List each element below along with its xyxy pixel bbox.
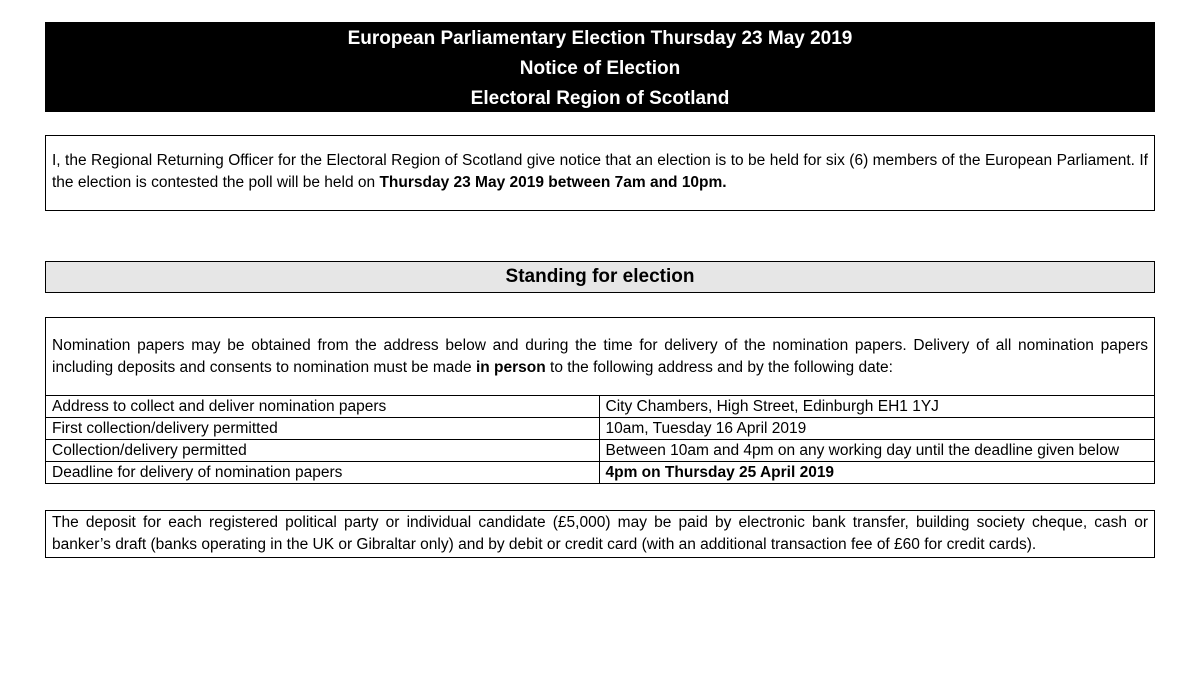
nomination-section [45,317,1155,484]
poll-date-text: Thursday 23 May 2019 between 7am and 10pm. [379,174,727,191]
row-value: 4pm on Thursday 25 April 2019 [599,462,1154,484]
table-row [46,440,1154,462]
region-title: Electoral Region of Scotland [470,88,730,109]
nomination-text-before: Nomination papers may be obtained from the address below and during the time for delivery of the nomination papers. Delivery of all nomination papers including deposits and consents to nomination must be made [52,337,1148,376]
table-row [46,418,1154,440]
row-label: Collection/delivery permitted [46,440,599,462]
nomination-text-bold: in person [475,359,546,376]
row-label: Deadline for delivery of nomination papers [46,462,599,484]
table-row [46,396,1154,418]
nomination-paragraph [46,318,1154,395]
notice-subtitle: Notice of Election [519,58,681,79]
deposit-paragraph: The deposit for each registered political party or individual candidate (£5,000) may be paid by electronic bank transfer, building society cheque, cash or banker’s draft (banks operating in the UK or Gibraltar only) and by debit or credit card (with an additional transaction fee of £60 for credit cards). [45,510,1155,558]
row-value: City Chambers, High Street, Edinburgh EH1 1YJ [599,396,1154,418]
row-value: Between 10am and 4pm on any working day until the deadline given below [599,440,1154,462]
table-row [46,462,1154,484]
nomination-details-table [46,395,1154,484]
notice-text: I, the Regional Returning Officer for the Electoral Region of Scotland give notice that an election is to be held for six (6) members of the European Parliament. If the election is contested the poll will be held on [52,152,1148,191]
row-value: 10am, Tuesday 16 April 2019 [599,418,1154,440]
row-label: First collection/delivery permitted [46,418,599,440]
election-notice-paragraph [45,135,1155,211]
standing-section-heading: Standing for election [45,261,1155,293]
row-label: Address to collect and deliver nomination papers [46,396,599,418]
election-title: European Parliamentary Election Thursday 23 May 2019 [347,28,853,49]
nomination-text-after: to the following address and by the following date: [545,359,893,376]
notice-header [45,22,1155,112]
